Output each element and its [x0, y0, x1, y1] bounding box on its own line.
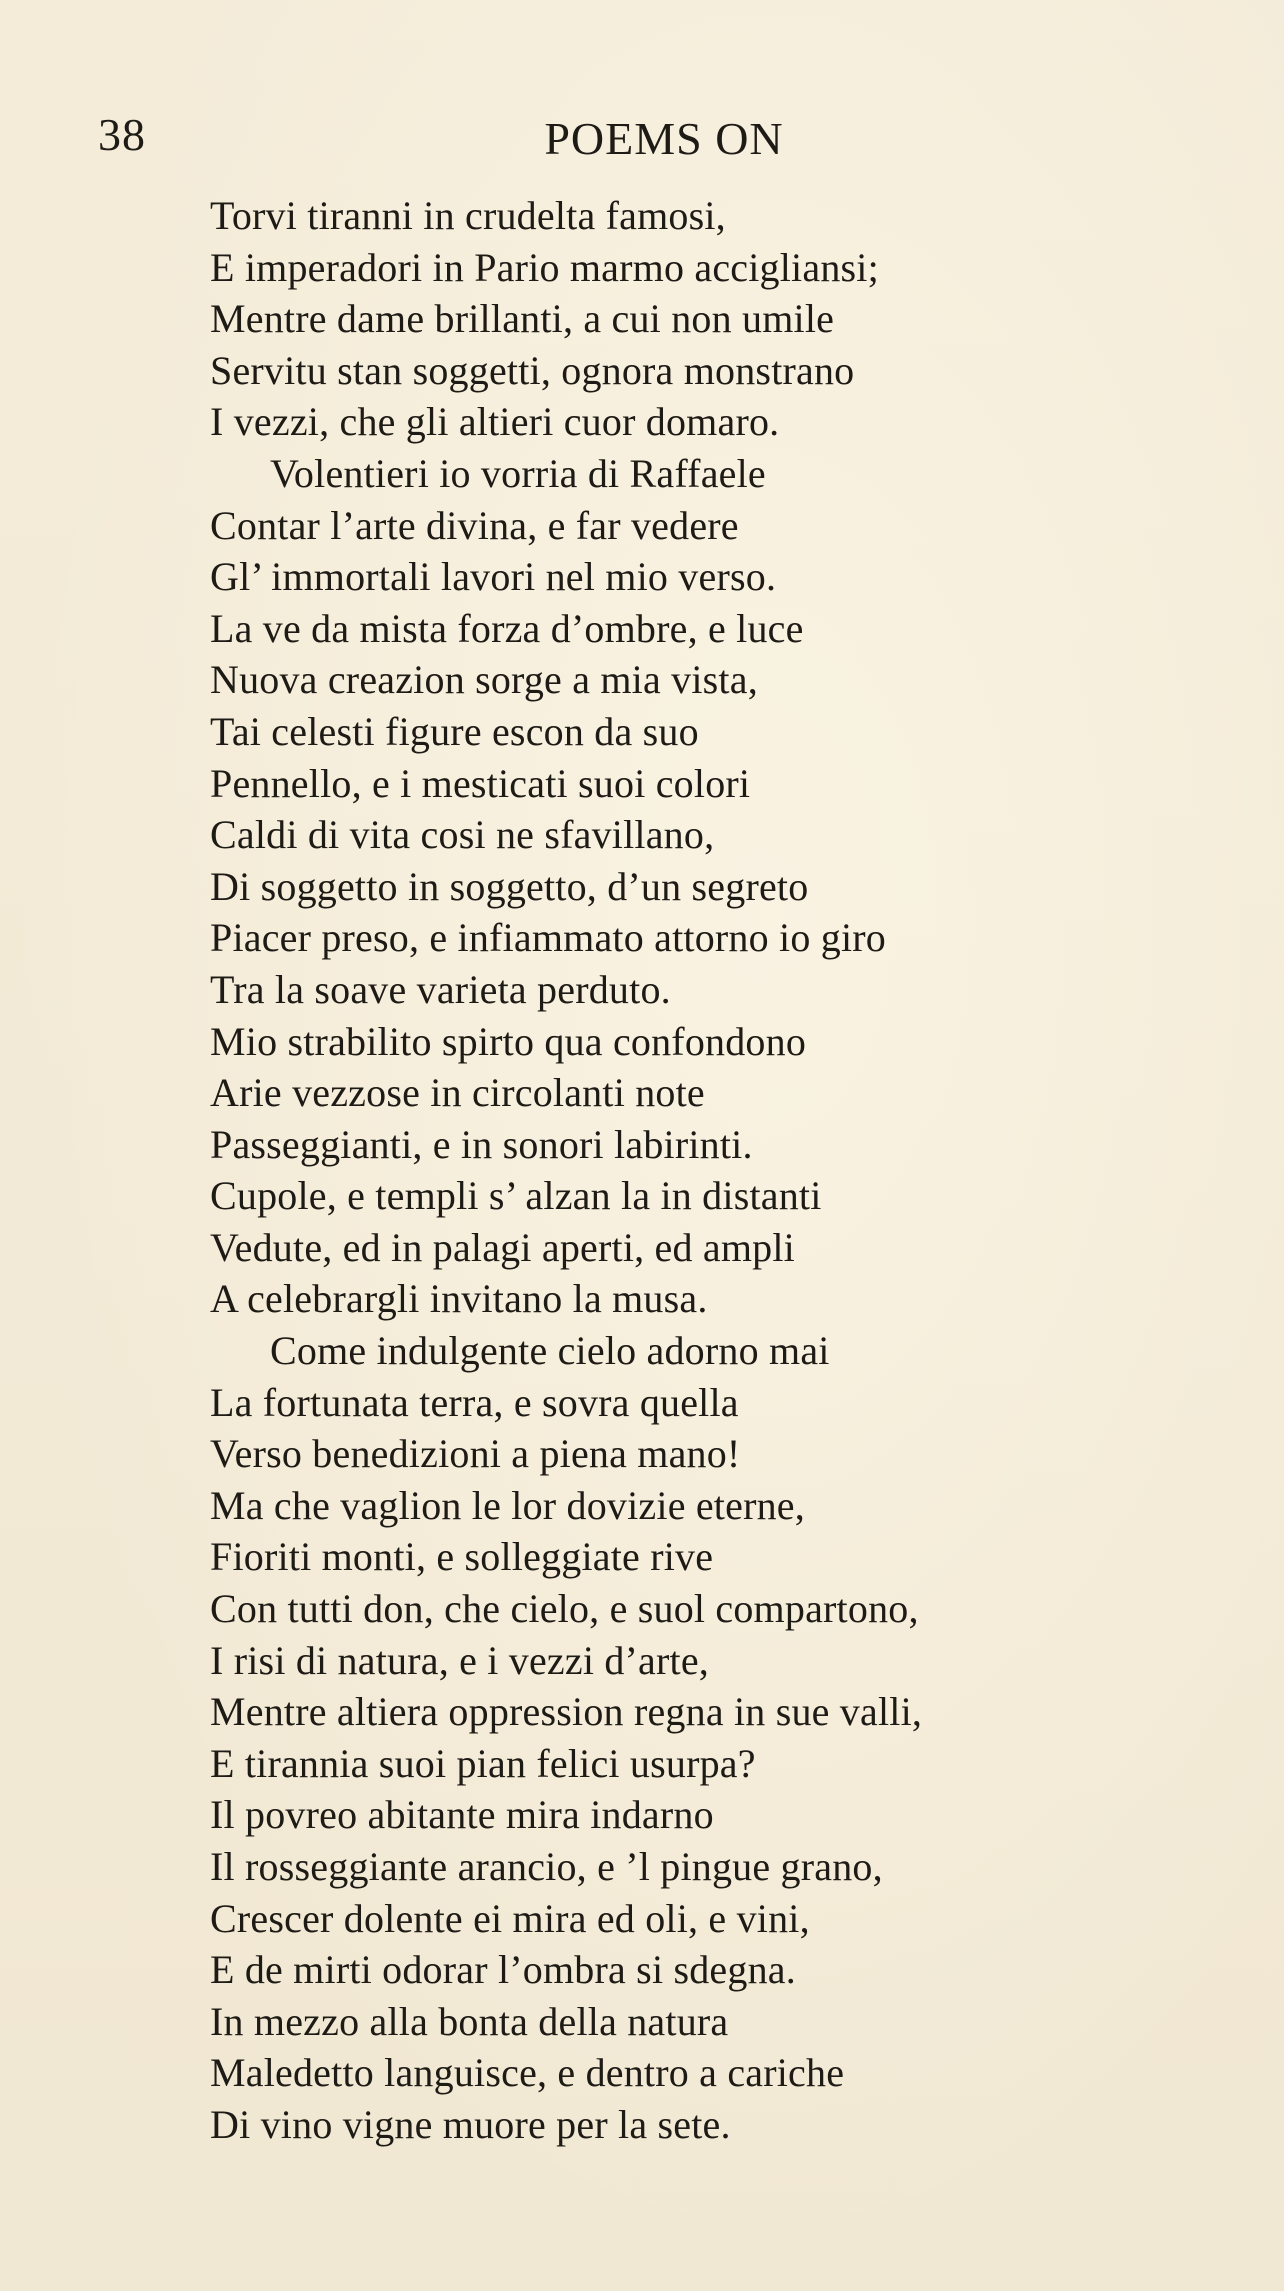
poem-line: Fioriti monti, e solleggiate rive [210, 1534, 714, 1580]
poem-line: Servitu stan soggetti, ognora monstrano [210, 347, 855, 393]
poem-line: Volentieri io vorria di Raffaele [270, 450, 766, 496]
poem-line: In mezzo alla bonta della natura [210, 1998, 729, 2044]
poem-line: Caldi di vita cosi ne sfavillano, [210, 812, 715, 858]
poem-line: La fortunata terra, e sovra quella [210, 1379, 739, 1425]
poem-line: Vedute, ed in palagi aperti, ed ampli [210, 1224, 795, 1270]
poem-line: Ma che vaglion le lor dovizie eterne, [210, 1482, 805, 1528]
poem-line: E imperadori in Pario marmo accigliansi; [210, 244, 879, 290]
poem-line: Pennello, e i mesticati suoi colori [210, 760, 751, 806]
poem-line: A celebrargli invitano la musa. [210, 1276, 708, 1322]
poem-line: Di vino vigne muore per la sete. [210, 2101, 731, 2147]
poem-line: Crescer dolente ei mira ed oli, e vini, [210, 1895, 810, 1941]
poem-body [210, 190, 1230, 2151]
poem-line: Mentre dame brillanti, a cui non umile [210, 296, 835, 342]
poem-line: Maledetto languisce, e dentro a cariche [210, 2050, 845, 2096]
poem-line: Piacer preso, e infiammato attorno io giro [210, 915, 886, 961]
poem-line: La ve da mista forza d’ombre, e luce [210, 605, 804, 651]
poem-line: Di soggetto in soggetto, d’un segreto [210, 863, 809, 909]
poem-line: Il rosseggiante arancio, e ’l pingue grano, [210, 1844, 883, 1889]
poem-line: Passeggianti, e in sonori labirinti. [210, 1121, 753, 1167]
poem-line: Tai celesti figure escon da suo [210, 708, 699, 754]
poem-line: Contar l’arte divina, e far vedere [210, 502, 739, 548]
poem-line: E tirannia suoi pian felici usurpa? [210, 1740, 756, 1786]
poem-line: Torvi tiranni in crudelta famosi, [210, 193, 726, 238]
poem-line: Arie vezzose in circolanti note [210, 1070, 705, 1116]
running-head: POEMS ON [544, 113, 784, 164]
poem-line: Mio strabilito spirto qua confondono [210, 1018, 807, 1064]
poem-line: Mentre altiera oppression regna in sue valli, [210, 1689, 923, 1735]
poem-line: Verso benedizioni a piena mano! [210, 1431, 741, 1477]
poem-line: Nuova creazion sorge a mia vista, [210, 657, 758, 703]
poem-line: Tra la soave varieta perduto. [210, 966, 671, 1012]
poem-line: E de mirti odorar l’ombra si sdegna. [210, 1947, 796, 1993]
poem-line: Cupole, e templi s’ alzan la in distanti [210, 1173, 822, 1219]
poem-line: Gl’ immortali lavori nel mio verso. [210, 554, 777, 600]
poem-line: Come indulgente cielo adorno mai [270, 1328, 830, 1374]
poem-line: Il povreo abitante mira indarno [210, 1792, 714, 1838]
poem-line: I risi di natura, e i vezzi d’arte, [210, 1637, 709, 1683]
poem-line: Con tutti don, che cielo, e suol compartono, [210, 1586, 919, 1632]
page-number: 38 [98, 109, 146, 160]
poem-line: I vezzi, che gli altieri cuor domaro. [210, 399, 780, 445]
